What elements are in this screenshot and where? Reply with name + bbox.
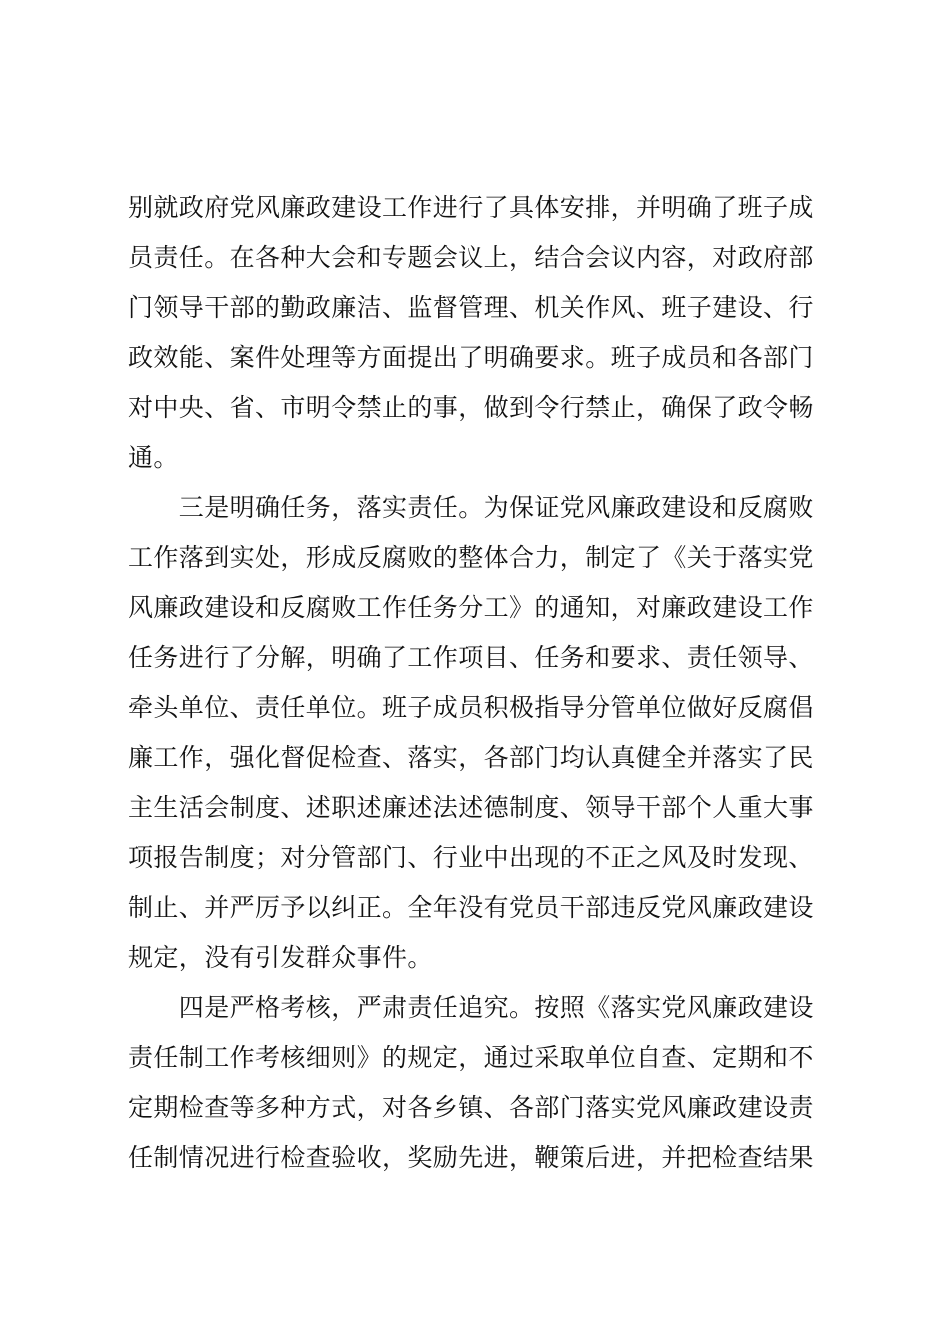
text-line: 三是明确任务，落实责任。为保证党风廉政建设和反腐败 <box>128 493 814 522</box>
text-line: 风廉政建设和反腐败工作任务分工》的通知，对廉政建设工作 <box>128 593 814 622</box>
paragraph-1 <box>128 183 838 483</box>
text-line: 政效能、案件处理等方面提出了明确要求。班子成员和各部门 <box>128 343 814 372</box>
text-line: 通。 <box>128 443 179 472</box>
document-body <box>128 183 838 1183</box>
text-line: 牵头单位、责任单位。班子成员积极指导分管单位做好反腐倡 <box>128 693 814 722</box>
text-line: 对中央、省、市明令禁止的事，做到令行禁止，确保了政令畅 <box>128 393 814 422</box>
text-line: 主生活会制度、述职述廉述法述德制度、领导干部个人重大事 <box>128 793 814 822</box>
text-line: 定期检查等多种方式，对各乡镇、各部门落实党风廉政建设责 <box>128 1093 814 1122</box>
text-line: 制止、并严厉予以纠正。全年没有党员干部违反党风廉政建设 <box>128 893 814 922</box>
text-line: 任制情况进行检查验收，奖励先进，鞭策后进，并把检查结果 <box>128 1143 814 1172</box>
text-line: 工作落到实处，形成反腐败的整体合力，制定了《关于落实党 <box>128 543 814 572</box>
paragraph-3 <box>128 983 838 1183</box>
text-line: 四是严格考核，严肃责任追究。按照《落实党风廉政建设 <box>128 993 814 1022</box>
text-line: 别就政府党风廉政建设工作进行了具体安排，并明确了班子成 <box>128 193 814 222</box>
text-line: 规定，没有引发群众事件。 <box>128 943 433 972</box>
paragraph-2 <box>128 483 838 983</box>
text-line: 廉工作，强化督促检查、落实，各部门均认真健全并落实了民 <box>128 743 814 772</box>
text-line: 员责任。在各种大会和专题会议上，结合会议内容，对政府部 <box>128 243 814 272</box>
text-line: 责任制工作考核细则》的规定，通过采取单位自查、定期和不 <box>128 1043 814 1072</box>
text-line: 项报告制度；对分管部门、行业中出现的不正之风及时发现、 <box>128 843 814 872</box>
text-line: 任务进行了分解，明确了工作项目、任务和要求、责任领导、 <box>128 643 814 672</box>
text-line: 门领导干部的勤政廉洁、监督管理、机关作风、班子建设、行 <box>128 293 814 322</box>
